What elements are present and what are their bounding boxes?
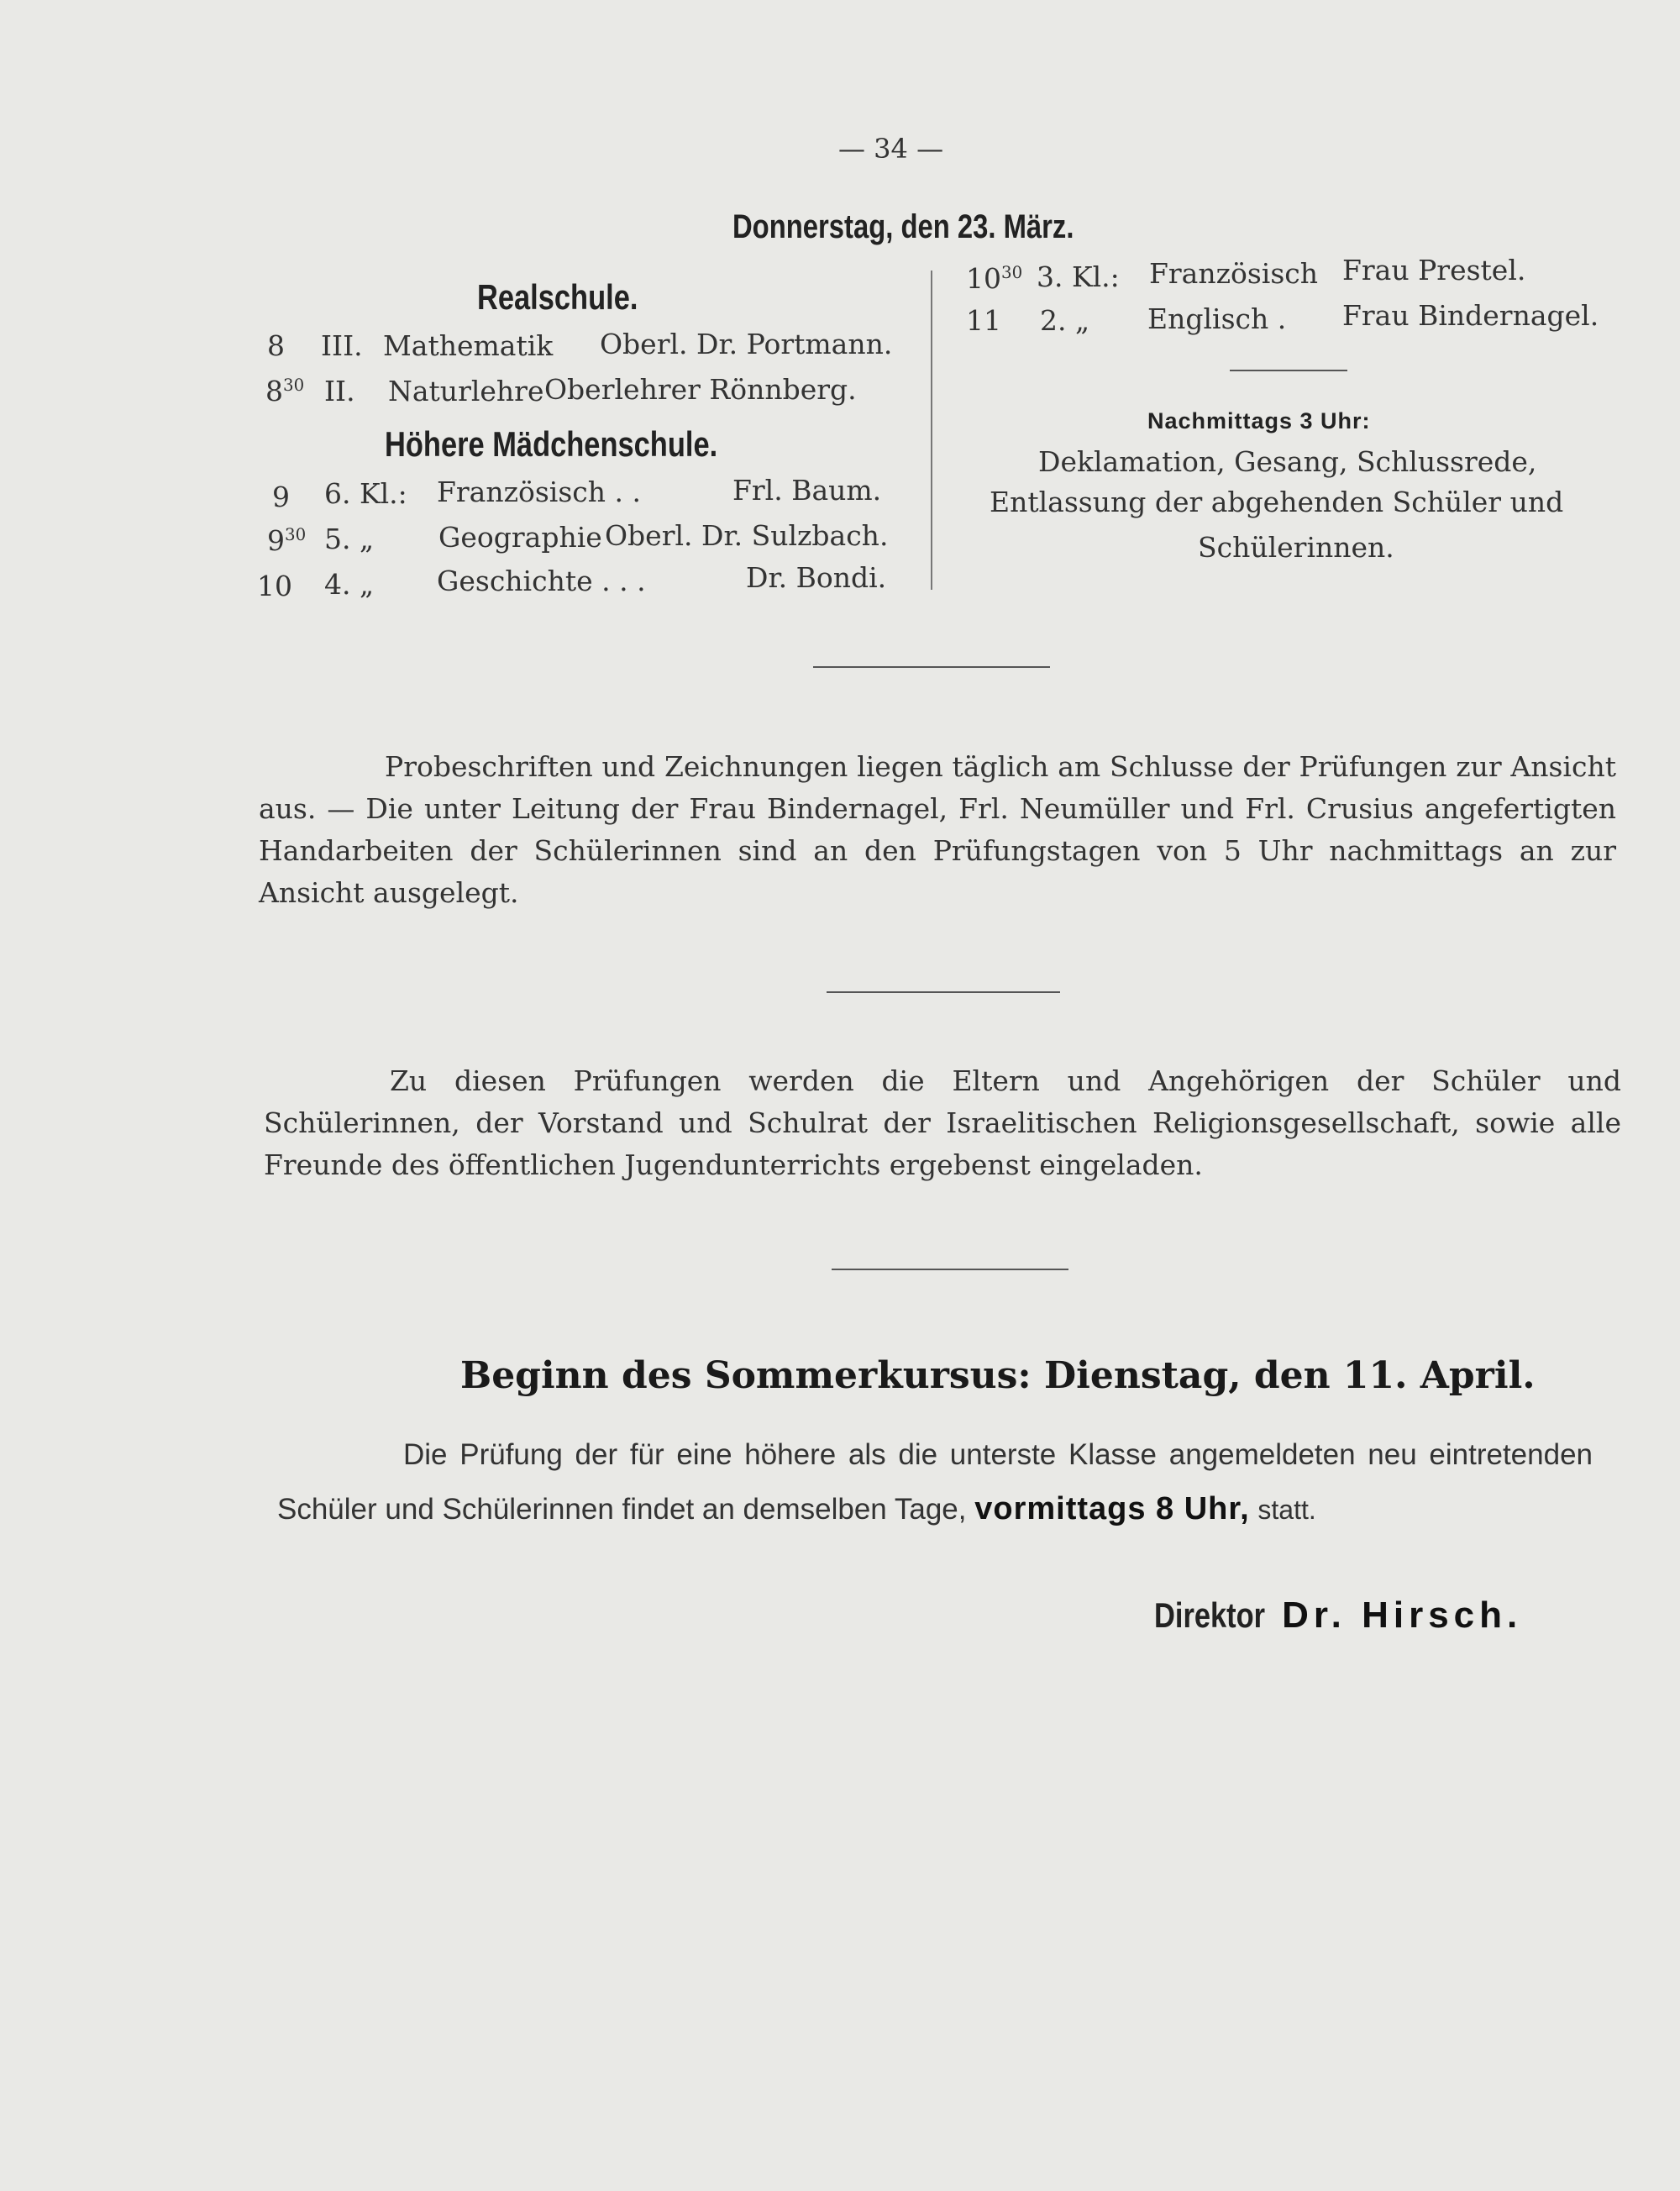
signature-name: Dr. Hirsch. <box>1282 1595 1523 1636</box>
column-divider <box>931 271 932 590</box>
document-page: — 34 — Donnerstag, den 23. März. Realschule. 8 III. Mathematik Oberl. Dr. Portmann. $8^{30}$ II. Naturlehre Oberlehrer Rönnberg. Höhere Mädchenschule. 9 6. Kl.: Französisch . . Frl. Baum. $9^{30}$ 5. „ Geographie Oberl. Dr. Sulzbach. 10 4. „ Geschichte . . . Dr. Bondi. $10^{30}$ 3. Kl.: Französisch Frau Prestel. 11 2. „ Englisch . Frau Bindernagel. Nachmittags 3 Uhr: Deklamation, Gesang, Schlussrede, Entlassung der abgehenden Schüler und Schülerinnen. Probeschriften und Zeichnungen liegen täglich am Schlusse der Prüfungen zur Ansicht aus. — Die unter Leitung der Frau Bindernagel, Frl. Neumüller und Frl. Crusius angefertigten Handarbeiten der Schülerinnen sind an den Prüfungstagen von 5 Uhr nachmittags an zur Ansicht ausgelegt. Zu diesen Prüfungen werden die Eltern und Angehörigen der Schüler und Schülerinnen, der Vorstand und Schulrat der Israelitischen Religionsgesellschaft, sowie alle Freunde des öffentlichen Jugendunterrichts ergebenst eingeladen. Beginn des Sommerkursus: Dienstag, den 11. April. Die Prüfung der für eine höhere als die unterste Klasse angemeldeten neu eintretenden Schüler und Schülerinnen findet an demselben Tage, vormittags 8 Uhr, statt. Direktor Dr. Hirsch. <box>257 133 1621 1636</box>
maedchenschule-heading: Höhere Mädchenschule. <box>385 424 718 464</box>
signature <box>1154 1595 1522 1637</box>
afternoon-line-3: Schülerinnen. <box>1198 531 1394 564</box>
short-rule <box>1230 370 1347 371</box>
section-rule <box>813 666 1050 668</box>
section-rule <box>832 1269 1068 1270</box>
summer-course-heading: Beginn des Sommerkursus: Dienstag, den 11. April. <box>460 1354 1536 1397</box>
afternoon-line-1: Deklamation, Gesang, Schlussrede, <box>1038 445 1537 478</box>
page-number: — 34 — <box>838 133 944 165</box>
afternoon-line-2: Entlassung der abgehenden Schüler und <box>990 486 1564 518</box>
afternoon-heading: Nachmittags 3 Uhr: <box>1147 408 1371 433</box>
entrance-exam-paragraph: Die Prüfung der für eine höhere als die unterste Klasse angemeldeten neu eintretenden Schüler und Schülerinnen findet an demselben Tage, vormittags 8 Uhr, statt. <box>277 1438 1593 1526</box>
exhibition-notice: Probeschriften und Zeichnungen liegen täglich am Schlusse der Prüfungen zur Ansicht aus. — Die unter Leitung der Frau Bindernagel, Frl. Neumüller und Frl. Crusius angefertigten Handarbeiten der Schülerinnen sind an den Prüfungstagen von 5 Uhr nachmittags an zur Ansicht ausgelegt. <box>259 750 1616 909</box>
signature-title: Direktor <box>1154 1595 1266 1635</box>
realschule-heading: Realschule. <box>477 277 638 317</box>
date-heading: Donnerstag, den 23. März. <box>732 208 1074 245</box>
invitation-paragraph: Zu diesen Prüfungen werden die Eltern und Angehörigen der Schüler und Schülerinnen, der Vorstand und Schulrat der Israelitischen Religionsgesellschaft, sowie alle Freunde des öffentlichen Jugendunterrichts ergebenst eingeladen. <box>264 1064 1621 1181</box>
section-rule <box>827 991 1060 993</box>
exam-time: vormittags 8 Uhr, <box>974 1491 1250 1526</box>
